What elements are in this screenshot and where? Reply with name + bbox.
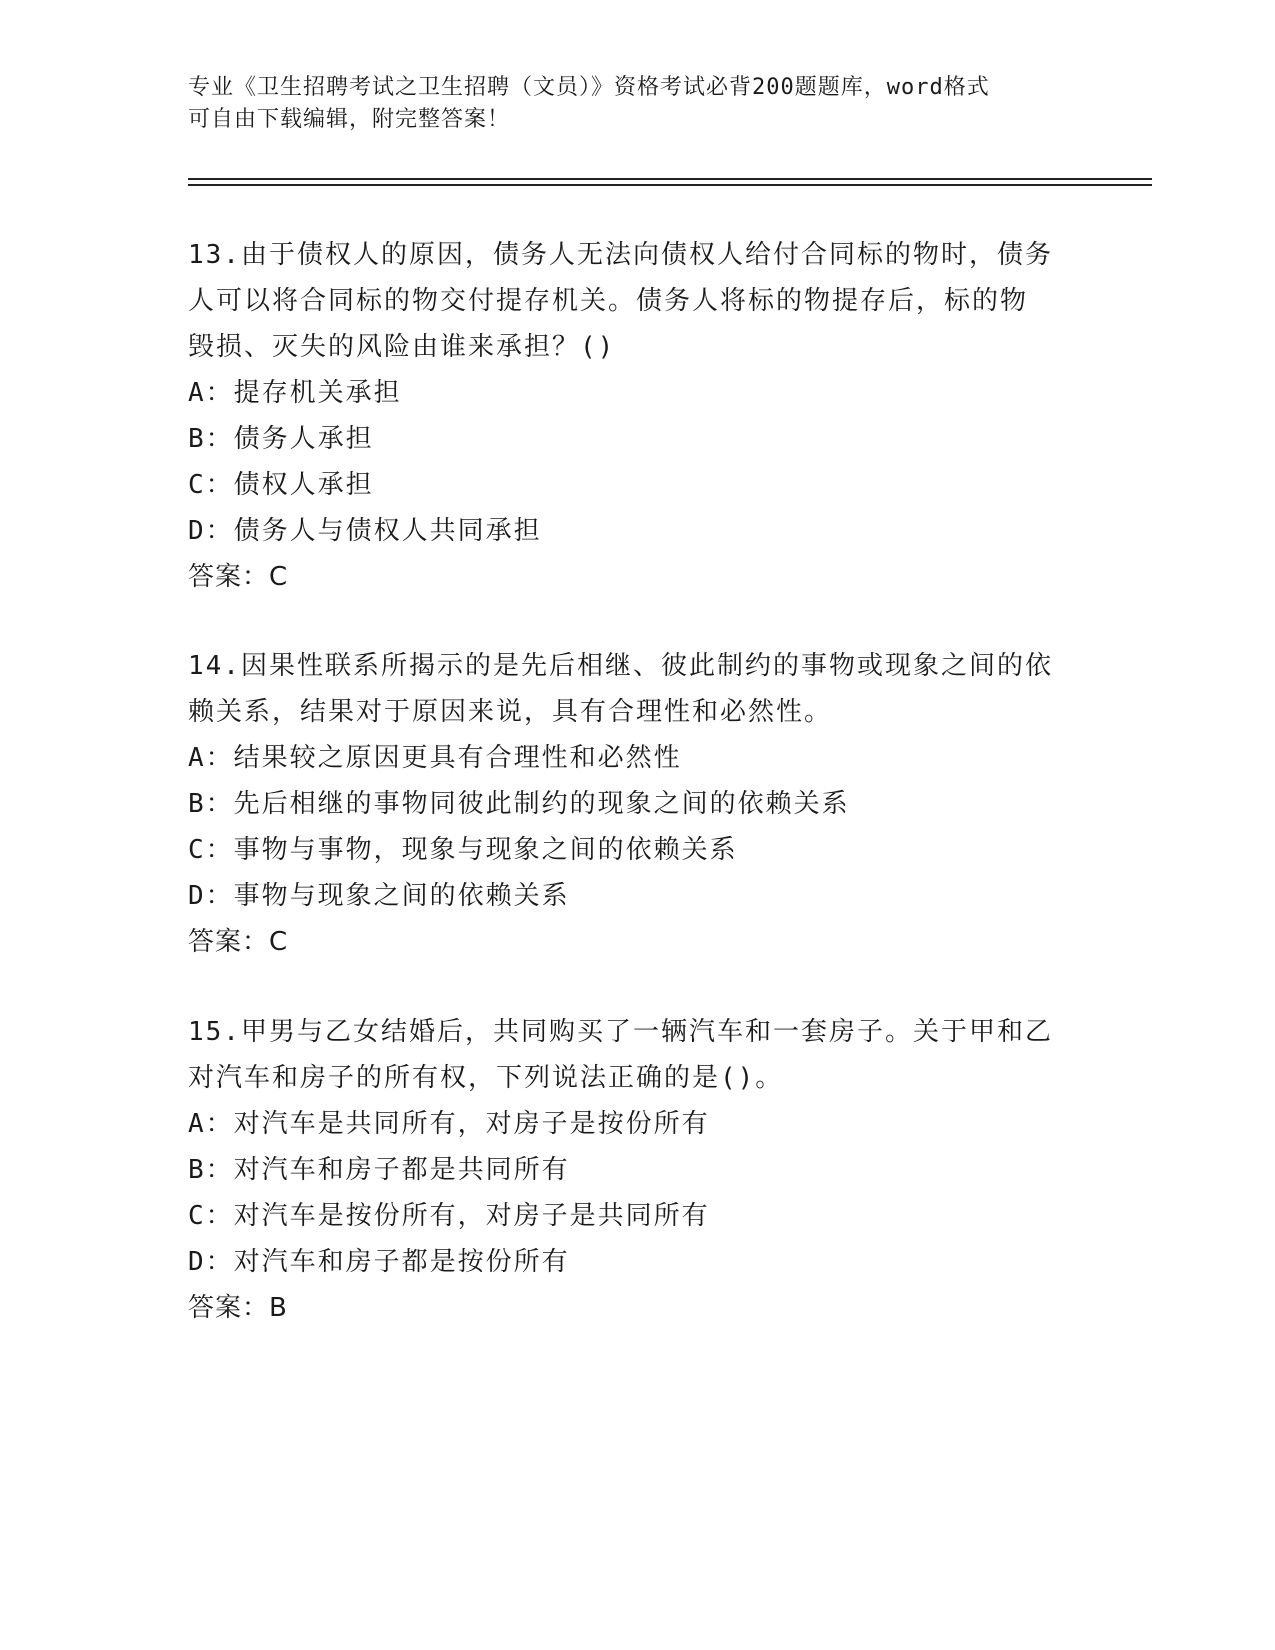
option-a: A：结果较之原因更具有合理性和必然性 (188, 743, 682, 773)
answer-label: 答案：C (188, 927, 289, 957)
option-b: B：对汽车和房子都是共同所有 (188, 1155, 570, 1185)
option-a: A：对汽车是共同所有，对房子是按份所有 (188, 1109, 710, 1139)
option-a: A：提存机关承担 (188, 378, 402, 408)
header-divider-top (188, 178, 1152, 180)
option-c: C：债权人承担 (188, 470, 374, 500)
question-stem-line: 15.甲男与乙女结婚后，共同购买了一辆汽车和一套房子。关于甲和乙 (188, 1017, 1053, 1047)
answer-label: 答案：B (188, 1293, 288, 1323)
option-b: B：先后相继的事物同彼此制约的现象之间的依赖关系 (188, 789, 850, 819)
option-d: D：对汽车和房子都是按份所有 (188, 1247, 570, 1277)
option-c: C：对汽车是按份所有，对房子是共同所有 (188, 1201, 710, 1231)
option-c: C：事物与事物，现象与现象之间的依赖关系 (188, 835, 738, 865)
header-divider-bottom (188, 184, 1152, 186)
answer-label: 答案：C (188, 562, 289, 592)
question-14 (188, 643, 1088, 965)
option-d: D：债务人与债权人共同承担 (188, 516, 542, 546)
question-stem-line: 人可以将合同标的物交付提存机关。债务人将标的物提存后，标的物 (188, 286, 1029, 316)
question-stem-line: 赖关系，结果对于原因来说，具有合理性和必然性。 (188, 697, 833, 727)
question-stem-line: 对汽车和房子的所有权，下列说法正确的是()。 (188, 1063, 784, 1093)
question-stem-line: 14.因果性联系所揭示的是先后相继、彼此制约的事物或现象之间的依 (188, 651, 1053, 681)
option-b: B：债务人承担 (188, 424, 374, 454)
question-15 (188, 1009, 1088, 1331)
question-13 (188, 232, 1088, 600)
question-stem-line: 13.由于债权人的原因，债务人无法向债权人给付合同标的物时，债务 (188, 240, 1053, 270)
document-header (188, 72, 1068, 136)
option-d: D：事物与现象之间的依赖关系 (188, 881, 570, 911)
question-stem-line: 毁损、灭失的风险由谁来承担？() (188, 332, 616, 362)
header-title-line-1: 专业《卫生招聘考试之卫生招聘（文员）》资格考试必背200题题库，word格式 (188, 75, 990, 100)
header-title-line-2: 可自由下载编辑，附完整答案！ (188, 107, 511, 132)
